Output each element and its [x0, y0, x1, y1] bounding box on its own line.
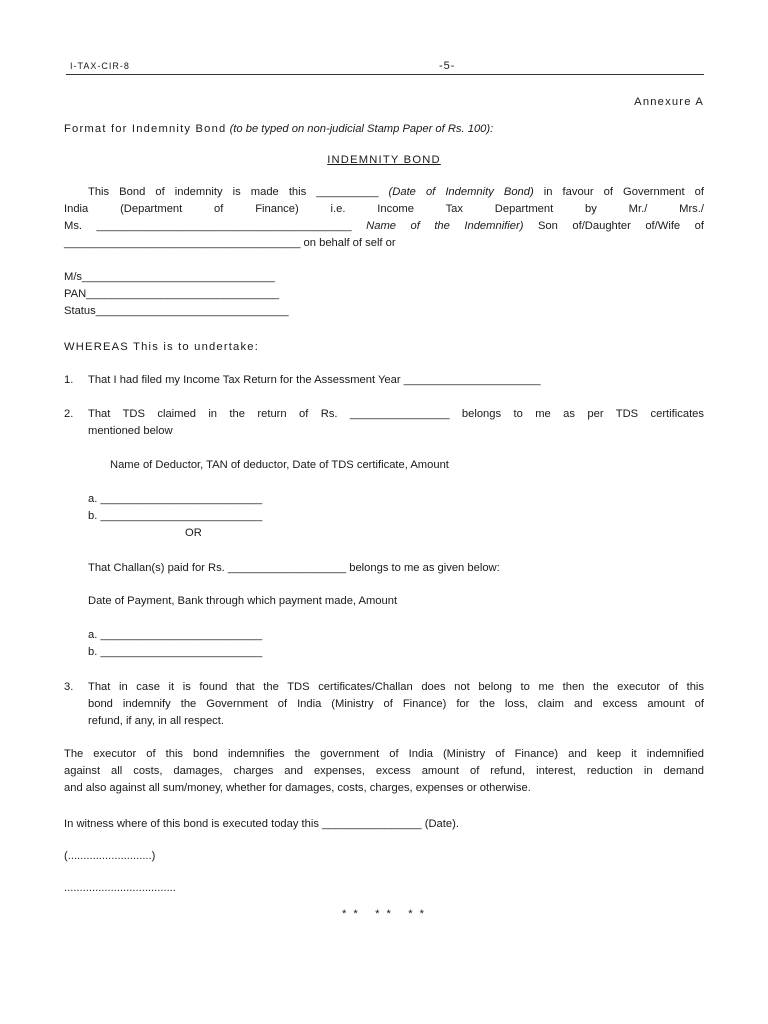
item-2-number: 2. — [64, 408, 74, 420]
ms-field: M/s_______________________________ — [64, 271, 275, 283]
end-stars: * * * * * * — [341, 908, 427, 920]
intro-l3c: Son of/Daughter of/Wife of — [523, 220, 704, 232]
item-2-line-1: That TDS claimed in the return of Rs. ________________ belongs to me as per TDS certificates — [88, 408, 704, 420]
intro-paragraph — [64, 184, 704, 252]
intro-line-4: ______________________________________ on behalf of self or — [64, 237, 396, 249]
executor-line-3: and also against all sum/money, whether for damages, costs, charges, expenses or otherwise. — [64, 782, 531, 794]
intro-line-2: India (Department of Finance) i.e. Income Tax Department by Mr./ Mrs./ — [64, 203, 704, 215]
intro-l1c: in favour of Government of — [533, 186, 704, 198]
challan-entry-b: b. __________________________ — [88, 646, 263, 658]
bond-title-text: INDEMNITY BOND — [327, 154, 441, 166]
or-separator: OR — [185, 527, 202, 539]
signature-line: .................................... — [64, 882, 176, 894]
item-3-line-1: That in case it is found that the TDS certificates/Challan does not belong to me then the executor of this — [88, 681, 704, 693]
item-1-text: That I had filed my Income Tax Return for the Assessment Year ______________________ — [88, 374, 541, 386]
format-note: (to be typed on non-judicial Stamp Paper of Rs. 100): — [229, 123, 494, 135]
executor-line-2: against all costs, damages, charges and expenses, excess amount of refund, interest, reduction in demand — [64, 765, 704, 777]
item-3-line-3: refund, if any, in all respect. — [88, 715, 224, 727]
intro-line-1 — [64, 184, 704, 201]
format-line — [64, 121, 704, 138]
intro-line-3 — [64, 218, 704, 235]
signature-name: (...........................) — [64, 850, 156, 862]
tds-entry-b: b. __________________________ — [88, 510, 263, 522]
tds-entries — [64, 491, 704, 542]
whereas-heading: WHEREAS This is to undertake: — [64, 341, 260, 353]
intro-l3a: Ms. _________________________________________ — [64, 220, 367, 232]
status-field: Status_______________________________ — [64, 305, 289, 317]
challan-entries — [64, 627, 704, 661]
format-prefix: Format for Indemnity Bond — [64, 123, 227, 135]
item-1 — [64, 372, 704, 389]
item-3-line-2: bond indemnify the Government of India (Ministry of Finance) for the loss, claim and excess amount of — [88, 698, 704, 710]
challan-entry-a: a. __________________________ — [88, 629, 263, 641]
pan-field: PAN_______________________________ — [64, 288, 280, 300]
bond-title — [64, 152, 704, 169]
page-header — [66, 59, 704, 75]
executor-line-1: The executor of this bond indemnifies the government of India (Ministry of Finance) and keep it indemnified — [64, 748, 704, 760]
challan-line: That Challan(s) paid for Rs. ___________________ belongs to me as given below: — [88, 562, 500, 574]
circular-code: I-TAX-CIR-8 — [70, 61, 130, 71]
intro-l1a: This Bond of indemnity is made this __________ — [88, 186, 389, 198]
item-2 — [64, 406, 704, 440]
page-number: -5- — [439, 60, 456, 72]
item-1-number: 1. — [64, 374, 74, 386]
intro-l1b: (Date of Indemnity Bond) — [388, 186, 534, 198]
item-3-number: 3. — [64, 681, 74, 693]
tds-entry-a: a. __________________________ — [88, 493, 263, 505]
tds-columns: Name of Deductor, TAN of deductor, Date of TDS certificate, Amount — [110, 459, 449, 471]
party-fields — [64, 269, 704, 320]
intro-l3b: Name of the Indemnifier) — [366, 220, 524, 232]
witness-line: In witness where of this bond is executed today this ________________ (Date). — [64, 818, 459, 830]
annexure-label: Annexure A — [634, 96, 704, 108]
item-3 — [64, 679, 704, 730]
executor-paragraph — [64, 746, 704, 797]
item-2-line-2: mentioned below — [88, 425, 173, 437]
payment-columns: Date of Payment, Bank through which payment made, Amount — [88, 595, 398, 607]
